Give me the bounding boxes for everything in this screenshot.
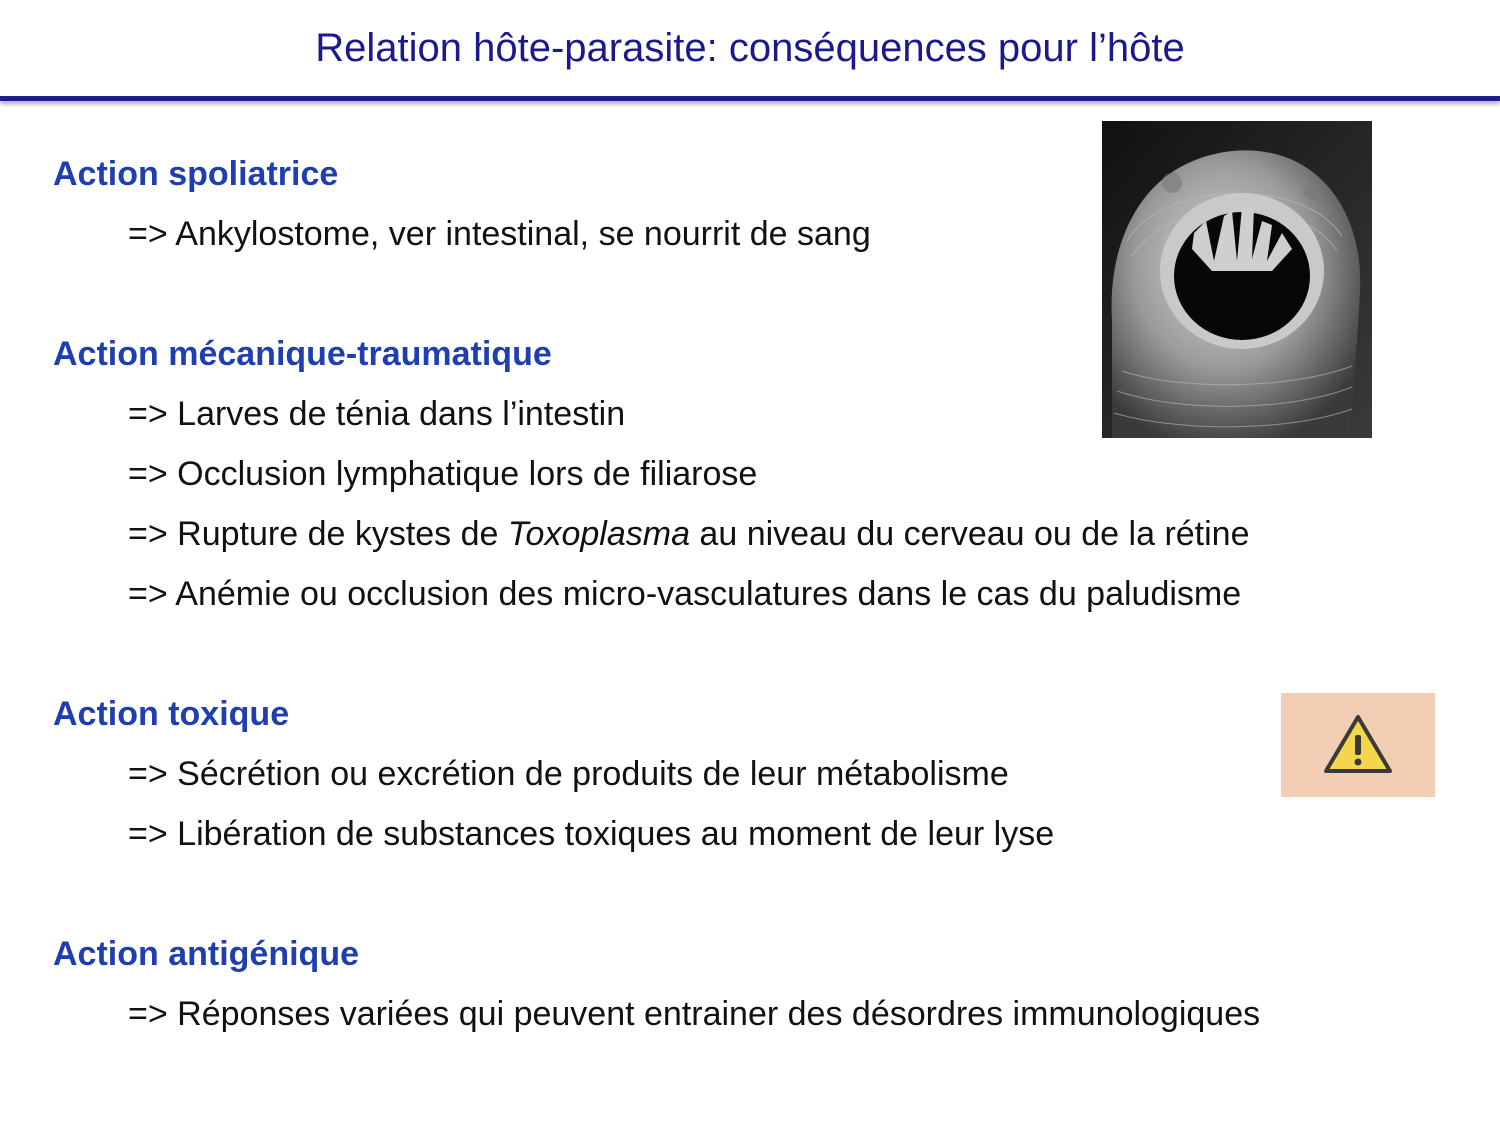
list-item: => Occlusion lymphatique lors de filiarose: [128, 455, 758, 493]
list-item: => Larves de ténia dans l’intestin: [128, 395, 626, 433]
section-heading-antigenique: Action antigénique: [53, 935, 359, 973]
item-text: au niveau du cerveau ou de la rétine: [689, 515, 1250, 553]
list-item: => Libération de substances toxiques au moment de leur lyse: [128, 815, 1055, 853]
list-item: => Anémie ou occlusion des micro-vasculatures dans le cas du paludisme: [128, 575, 1242, 613]
slide-title: Relation hôte-parasite: conséquences pour l’hôte: [315, 26, 1185, 70]
list-item: => Ankylostome, ver intestinal, se nourrit de sang: [128, 215, 871, 253]
list-item: => Sécrétion ou excrétion de produits de leur métabolisme: [128, 755, 1009, 793]
title-underline: [0, 96, 1500, 101]
section-heading-spoliatrice: Action spoliatrice: [53, 155, 339, 193]
warning-box: [1281, 693, 1435, 797]
section-heading-mecanique: Action mécanique-traumatique: [53, 335, 552, 373]
list-item: => Réponses variées qui peuvent entrainer des désordres immunologiques: [128, 995, 1261, 1033]
toxoplasma-italic: Toxoplasma: [507, 515, 690, 553]
warning-triangle-icon: [1323, 713, 1393, 775]
section-heading-toxique: Action toxique: [53, 695, 290, 733]
item-text: => Rupture de kystes de: [128, 515, 508, 553]
list-item: [128, 514, 1250, 554]
hookworm-mouth-micrograph-icon: [1102, 121, 1372, 438]
